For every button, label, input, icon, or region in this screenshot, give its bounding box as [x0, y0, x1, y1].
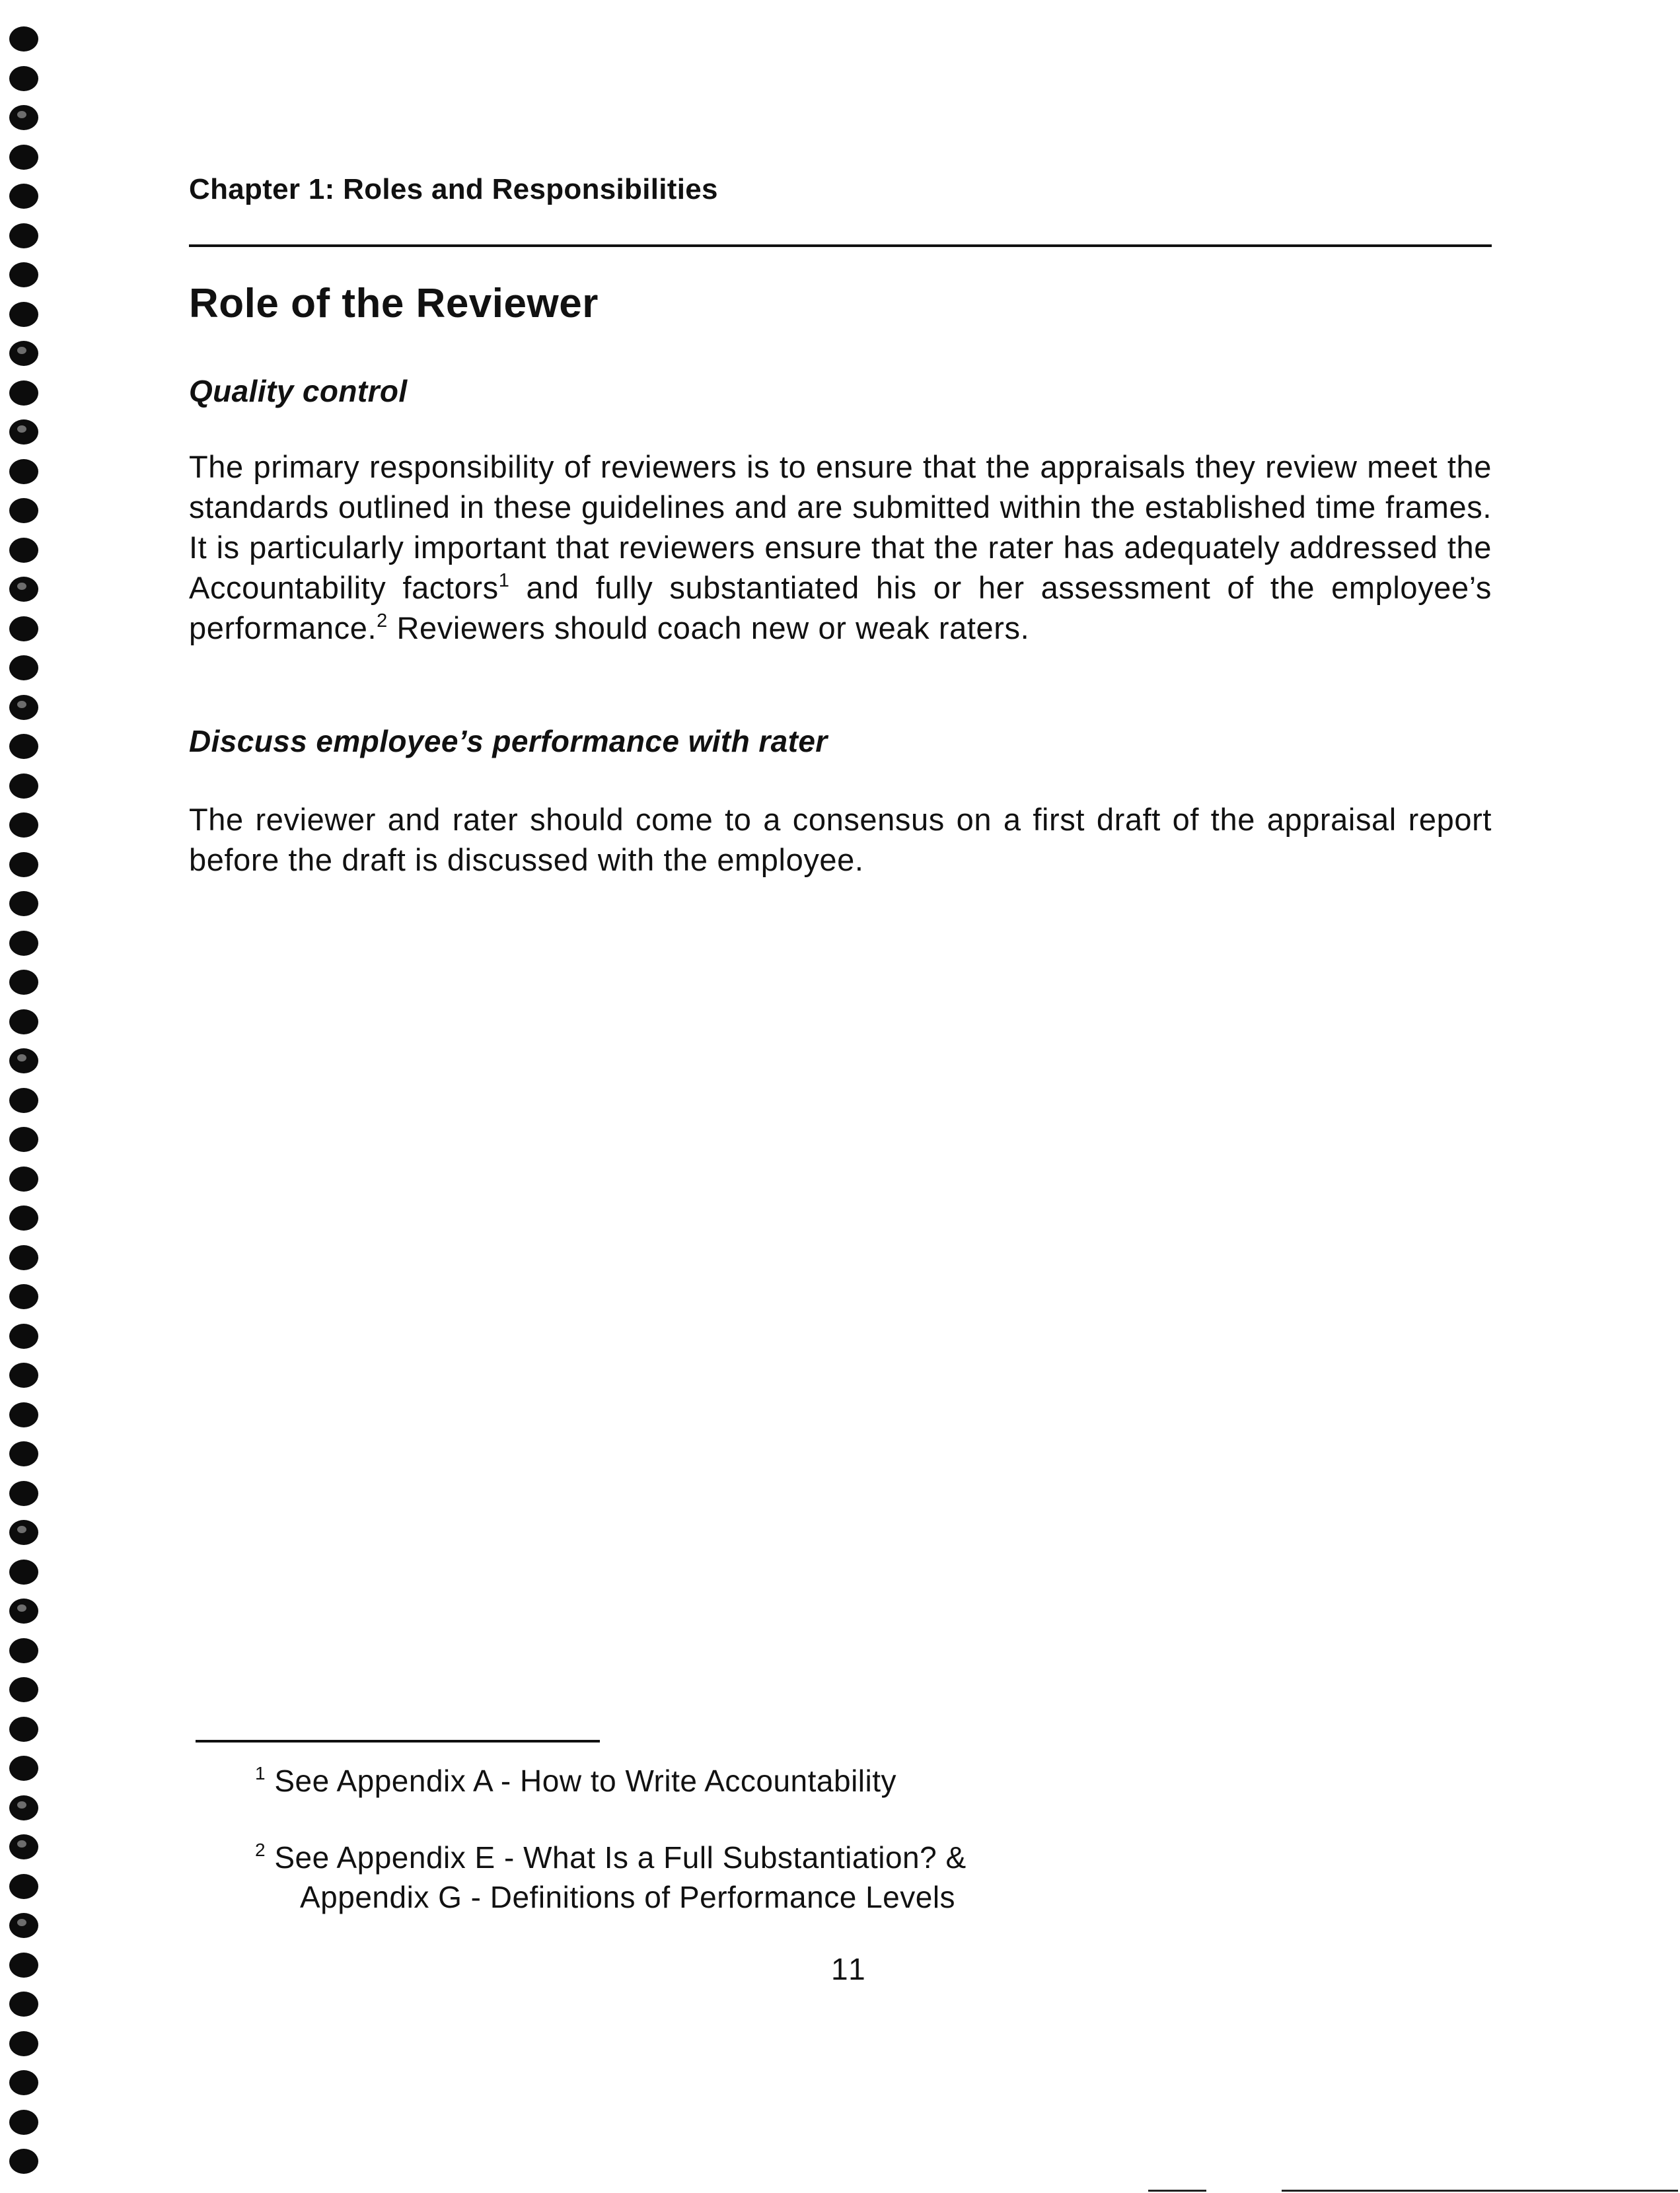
binding-hole	[9, 1088, 38, 1113]
binding-hole	[9, 1520, 38, 1545]
binding-hole	[9, 66, 38, 91]
binding-hole	[9, 184, 38, 209]
footnote-text: See Appendix A - How to Write Accountability	[266, 1764, 897, 1798]
binding-hole	[9, 145, 38, 170]
paragraph-text: The primary responsibility of reviewers is to ensure that the appraisals they review meet the standards outlined in these guidelines and are submitted within the established time frames. It is particularly important that reviewers ensure that the rater has adequately addressed the Accountability factors	[189, 449, 1492, 605]
binding-hole	[9, 616, 38, 641]
paragraph-text: and fully substantiated his or her assessment of the employee’s performance.	[189, 570, 1492, 645]
binding-hole	[9, 1599, 38, 1624]
binding-hole	[9, 1953, 38, 1978]
discuss-performance-paragraph: The reviewer and rater should come to a consensus on a first draft of the appraisal report before the draft is discussed with the employee.	[189, 802, 1492, 877]
binding-hole	[9, 1127, 38, 1152]
binding-hole	[9, 262, 38, 287]
binding-hole	[9, 1402, 38, 1427]
binding-hole	[9, 223, 38, 248]
binding-hole	[9, 2149, 38, 2174]
footnote-2-continuation: Appendix G - Definitions of Performance Levels	[300, 1880, 956, 1914]
binding-hole	[9, 931, 38, 956]
footnote-ref-1: 1	[498, 570, 510, 591]
binding-hole	[9, 1560, 38, 1585]
footnote-1	[255, 1761, 896, 1801]
binding-hole	[9, 105, 38, 130]
binding-hole	[9, 891, 38, 916]
binding-hole	[9, 1048, 38, 1073]
binding-hole	[9, 1205, 38, 1231]
binding-hole	[9, 1441, 38, 1466]
binding-hole	[9, 1638, 38, 1663]
section-heading-discuss-performance: Discuss employee’s performance with rater	[189, 724, 828, 758]
binding-hole	[9, 1009, 38, 1034]
binding-hole	[9, 1245, 38, 1270]
binding-hole	[9, 1874, 38, 1899]
binding-hole	[9, 302, 38, 327]
binding-hole	[9, 2110, 38, 2135]
footnote-marker: 2	[255, 1840, 266, 1860]
binding-hole	[9, 773, 38, 799]
page-number: 11	[831, 1952, 868, 1986]
binding-hole	[9, 970, 38, 995]
footnote-marker: 1	[255, 1763, 266, 1783]
binding-hole	[9, 577, 38, 602]
footnote-ref-2: 2	[377, 610, 388, 631]
binding-hole	[9, 655, 38, 680]
binding-hole	[9, 734, 38, 759]
binding-hole	[9, 538, 38, 563]
section-heading-quality-control: Quality control	[189, 374, 408, 408]
page-title: Role of the Reviewer	[189, 281, 599, 326]
binding-hole	[9, 1913, 38, 1938]
binding-hole	[9, 2031, 38, 2056]
binding-hole	[9, 812, 38, 838]
header-rule	[189, 244, 1492, 247]
binding-hole	[9, 459, 38, 484]
binding-hole	[9, 1795, 38, 1820]
binding-hole	[9, 1717, 38, 1742]
chapter-header: Chapter 1: Roles and Responsibilities	[189, 173, 718, 205]
binding-hole	[9, 341, 38, 366]
scan-edge-line	[1282, 2190, 1678, 2192]
binding-hole	[9, 1363, 38, 1388]
binding-hole	[9, 26, 38, 52]
binding-hole	[9, 695, 38, 720]
scan-edge-line	[1148, 2190, 1206, 2192]
binding-hole	[9, 1756, 38, 1781]
binding-holes	[9, 26, 40, 2186]
binding-hole	[9, 1167, 38, 1192]
binding-hole	[9, 852, 38, 877]
binding-hole	[9, 498, 38, 523]
binding-hole	[9, 2070, 38, 2095]
footnote-rule	[196, 1740, 600, 1743]
binding-hole	[9, 1677, 38, 1702]
binding-hole	[9, 1481, 38, 1506]
binding-hole	[9, 419, 38, 445]
binding-hole	[9, 1992, 38, 2017]
paragraph-text: Reviewers should coach new or weak raters.	[387, 610, 1030, 645]
binding-hole	[9, 1324, 38, 1349]
footnote-2	[255, 1838, 967, 1877]
footnote-text: See Appendix E - What Is a Full Substantiation? &	[266, 1840, 967, 1875]
binding-hole	[9, 380, 38, 406]
binding-hole	[9, 1284, 38, 1309]
binding-hole	[9, 1834, 38, 1859]
quality-control-paragraph	[189, 447, 1492, 648]
